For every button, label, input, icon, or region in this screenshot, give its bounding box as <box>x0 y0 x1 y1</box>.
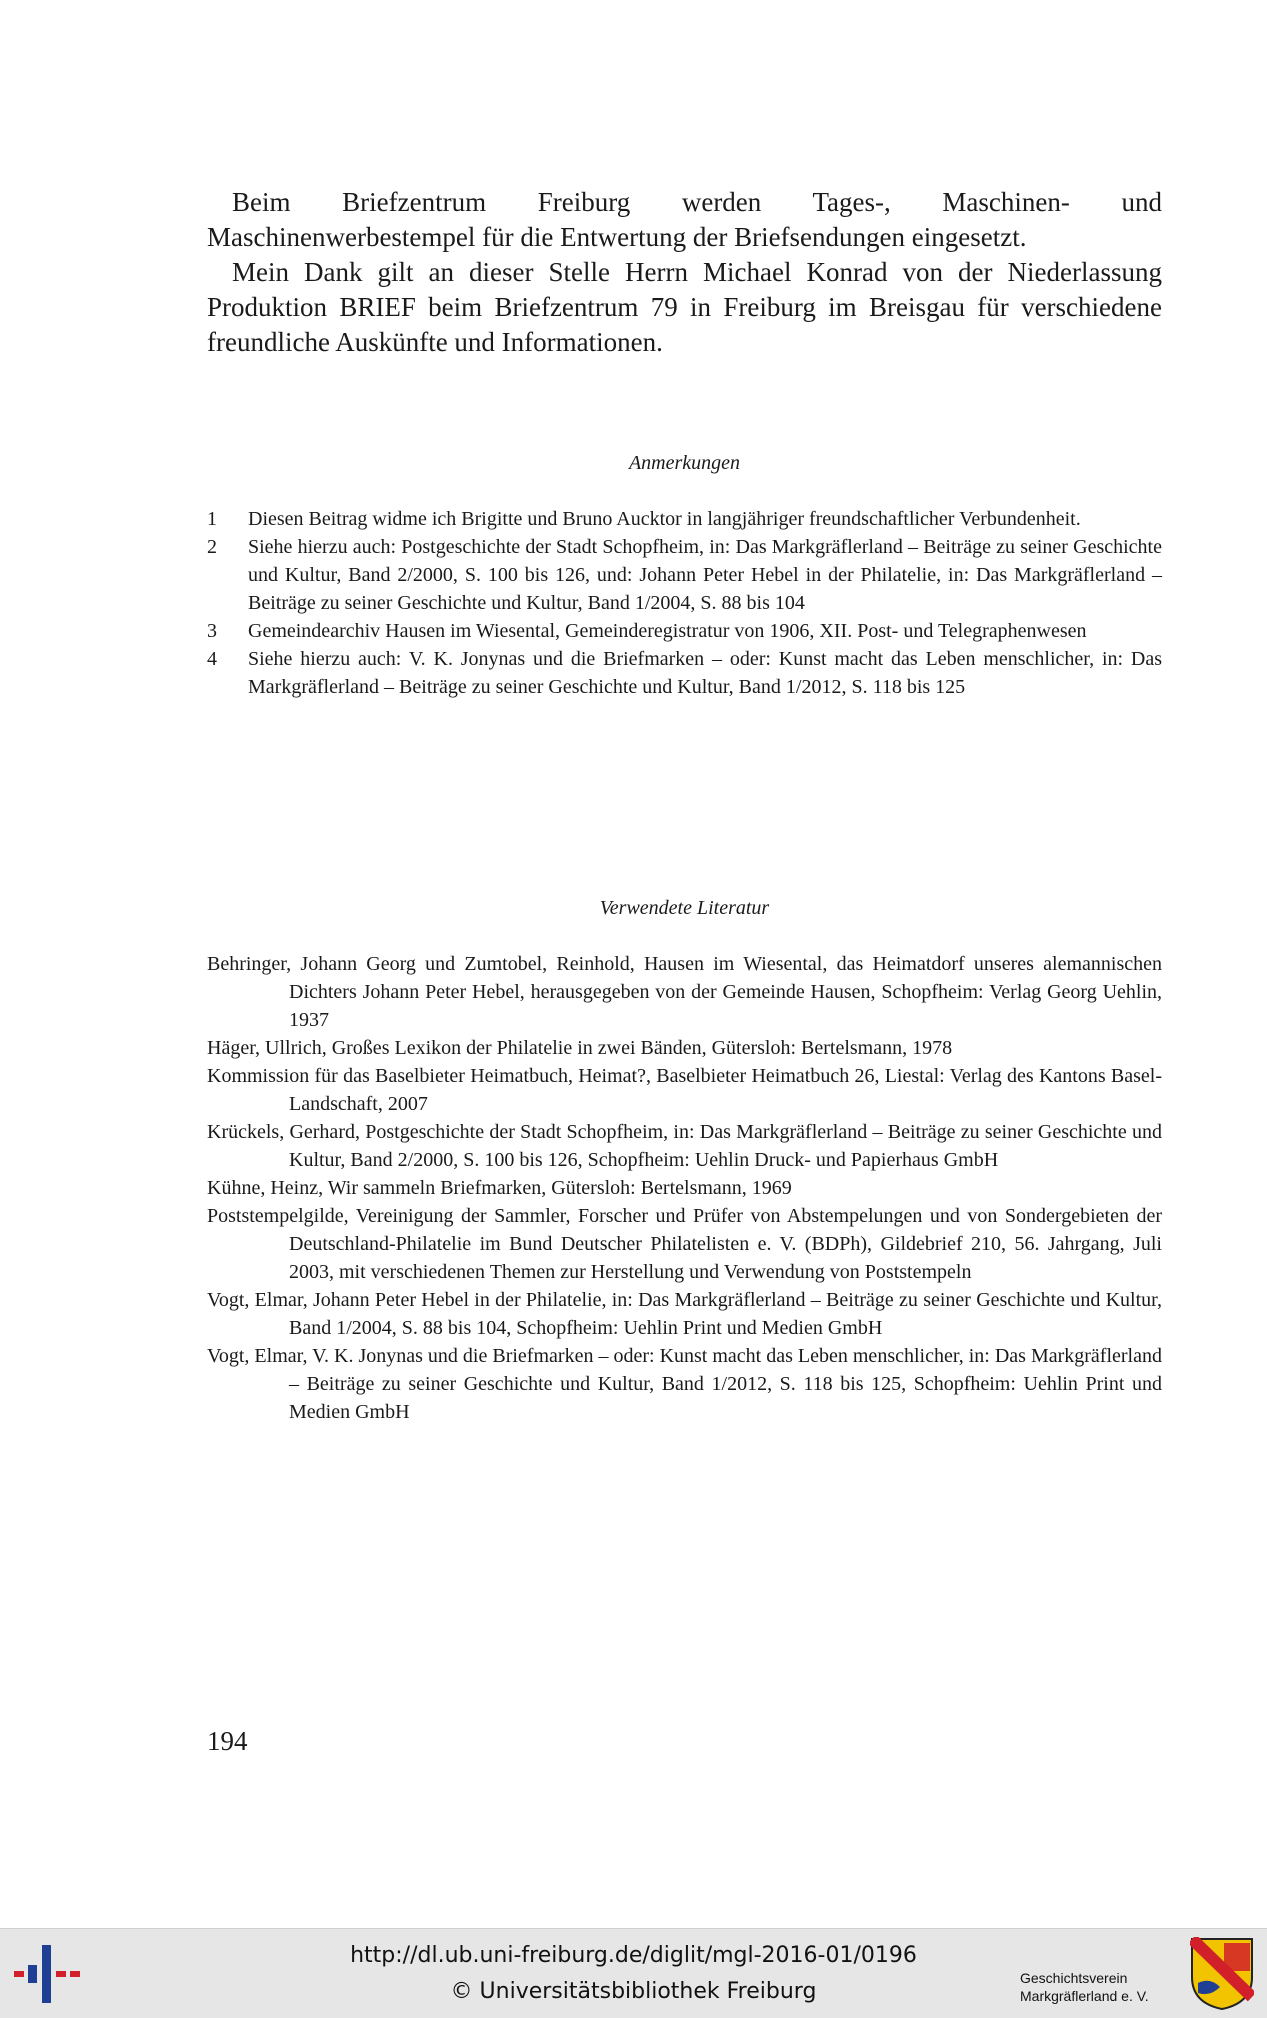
footnote-number: 3 <box>207 620 217 642</box>
society-name <box>1020 1969 1149 2005</box>
literature-entry: Häger, Ullrich, Großes Lexikon der Philatelie in zwei Bänden, Gütersloh: Bertelsmann, 1978 <box>207 1037 953 1059</box>
footnote-text: Siehe hierzu auch: Postgeschichte der Stadt Schopfheim, in: Das Markgräflerland – Beiträge zu seiner Geschichte und Kultur, Band 2/2000, S. 100 bis 126, und: Johann Peter Hebel in der Philatelie, in: Das Markgräflerland – Beiträge zu seiner Geschichte und Kultur, Band 1/2004, S. 88 bis 104 <box>248 536 1162 614</box>
footnote <box>207 533 1162 617</box>
literature-entry: Behringer, Johann Georg und Zumtobel, Reinhold, Hausen im Wiesental, das Heimatdorf unseres alemannischen Dichters Johann Peter Hebel, herausgegeben von der Gemeinde Hausen, Schopfheim: Verlag Georg Uehlin, 1937 <box>207 953 1162 1031</box>
body-text <box>207 185 1162 360</box>
footer-url[interactable]: http://dl.ub.uni-freiburg.de/diglit/mgl-2016-01/0196 <box>350 1943 917 1968</box>
literature-entry: Poststempelgilde, Vereinigung der Sammler, Forscher und Prüfer von Abstempelungen und von Sondergebieten der Deutschland-Philatelie im Bund Deutscher Philatelisten e. V. (BDPh), Gildebrief 210, 56. Jahrgang, Juli 2003, mit verschiedenen Themen zur Herstellung und Verwendung von Poststempeln <box>207 1205 1162 1283</box>
literature-entry: Krückels, Gerhard, Postgeschichte der Stadt Schopfheim, in: Das Markgräflerland – Beiträge zu seiner Geschichte und Kultur, Band 2/2000, S. 100 bis 126, Schopfheim: Uehlin Druck- und Papierhaus GmbH <box>207 1121 1162 1171</box>
literature-entry: Vogt, Elmar, V. K. Jonynas und die Briefmarken – oder: Kunst macht das Leben menschlicher, in: Das Markgräflerland – Beiträge zu seiner Geschichte und Kultur, Band 1/2012, S. 118 bis 125, Schopfheim: Uehlin Print und Medien GmbH <box>207 1345 1162 1423</box>
footnotes-list <box>207 505 1162 701</box>
footnote <box>207 645 1162 701</box>
literature-entry: Kühne, Heinz, Wir sammeln Briefmarken, Gütersloh: Bertelsmann, 1969 <box>207 1177 792 1199</box>
society-line: Markgräflerland e. V. <box>1020 1988 1149 2004</box>
footnote <box>207 617 1162 645</box>
literature-entry: Kommission für das Baselbieter Heimatbuch, Heimat?, Baselbieter Heimatbuch 26, Liestal: Verlag des Kantons Basel-Landschaft, 2007 <box>207 1065 1162 1115</box>
footnote-number: 1 <box>207 508 217 530</box>
notes-heading: Anmerkungen <box>628 452 741 474</box>
literature-entry: Vogt, Elmar, Johann Peter Hebel in der Philatelie, in: Das Markgräflerland – Beiträge zu seiner Geschichte und Kultur, Band 1/2004, S. 88 bis 104, Schopfheim: Uehlin Print und Medien GmbH <box>207 1289 1162 1339</box>
coat-of-arms-icon <box>1190 1937 1254 2011</box>
literature-heading: Verwendete Literatur <box>599 897 770 919</box>
page-number: 194 <box>207 1726 248 1756</box>
footer-bar <box>0 1928 1267 2018</box>
footnote-text: Gemeindearchiv Hausen im Wiesental, Gemeinderegistratur von 1906, XII. Post- und Telegraphenwesen <box>248 620 1087 642</box>
footnote-number: 2 <box>207 536 217 558</box>
footnote <box>207 505 1162 533</box>
society-line: Geschichtsverein <box>1020 1970 1128 1986</box>
body-paragraph: Mein Dank gilt an dieser Stelle Herrn Michael Konrad von der Niederlassung Produktion BRIEF beim Briefzentrum 79 in Freiburg im Breisgau für verschiedene freundliche Auskünfte und Informationen. <box>207 257 1162 357</box>
body-paragraph: Beim Briefzentrum Freiburg werden Tages-, Maschinen- und Maschinenwerbestempel für die Entwertung der Briefsendungen eingesetzt. <box>207 187 1162 252</box>
footer-copyright: © Universitätsbibliothek Freiburg <box>450 1979 817 2004</box>
footnote-text: Siehe hierzu auch: V. K. Jonynas und die Briefmarken – oder: Kunst macht das Leben menschlicher, in: Das Markgräflerland – Beiträge zu seiner Geschichte und Kultur, Band 1/2012, S. 118 bis 125 <box>248 648 1162 698</box>
footnote-number: 4 <box>207 648 217 670</box>
footnote-text: Diesen Beitrag widme ich Brigitte und Bruno Aucktor in langjähriger freundschaftlicher Verbundenheit. <box>248 508 1081 530</box>
literature-list <box>207 950 1162 1426</box>
